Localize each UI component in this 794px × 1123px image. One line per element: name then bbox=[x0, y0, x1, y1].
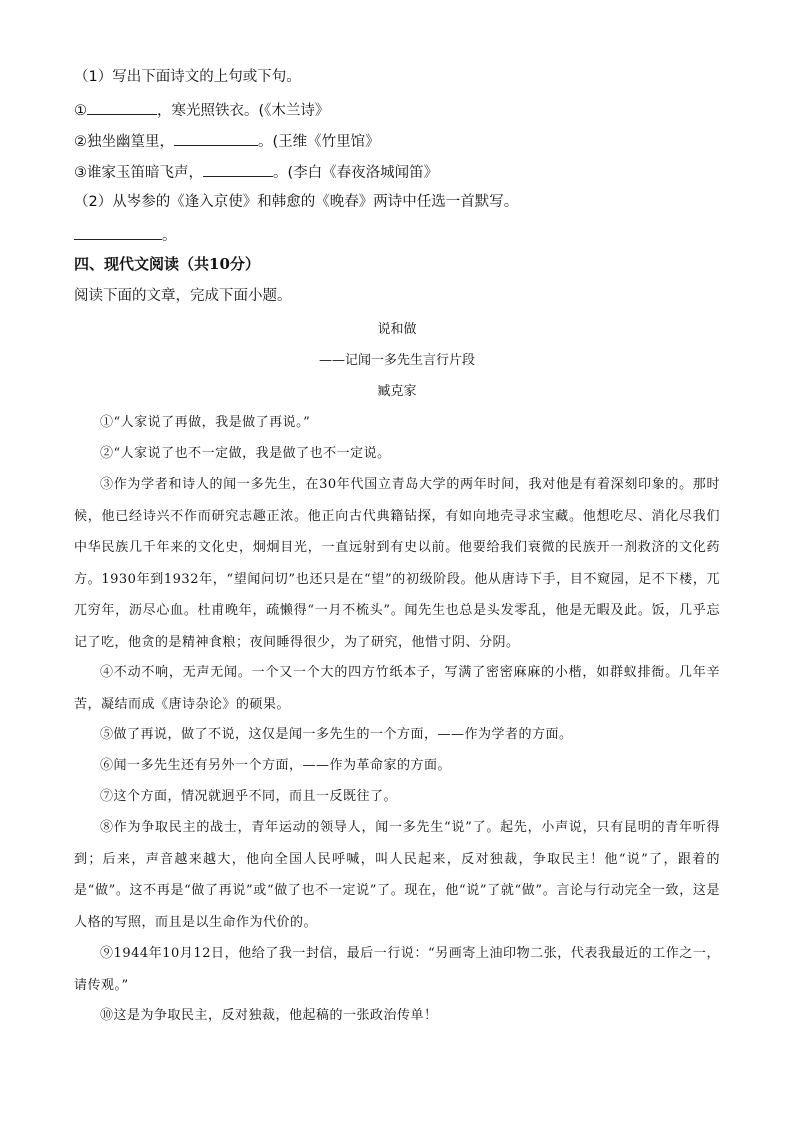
article-paragraph-4: ④不动不响，无声无闻。一个又一个大的四方竹纸本子，写满了密密麻麻的小楷，如群蚁排衙。几年辛苦，凝结而成《唐诗杂论》的硕果。 bbox=[74, 665, 720, 712]
article-paragraph-3: ③作为学者和诗人的闻一多先生，在30年代国立青岛大学的两年时间，我对他是有着深刻印象的。那时候，他已经诗兴不作而研究志趣正浓。他正向古代典籍钻探，有如向地壳寻求宝藏。他想吃尽、消化尽我们中华民族几千年来的文化史，炯炯目光，一直远射到有史以前。他要给我们衰微的民族开一剂救济的文化药方。1930年到1932年，“望闻问切”也还只是在“望”的初级阶段。他从唐诗下手，目不窥园，足不下楼，兀兀穷年，沥尽心血。杜甫晚年，疏懒得“一月不梳头”。闻先生也总是头发零乱，他是无暇及此。饭，几乎忘记了吃，他贪的是精神食粮；夜间睡得很少，为了研究，他惜寸阴、分阴。 bbox=[74, 477, 720, 650]
section-title: 四、现代文阅读（共10分） bbox=[74, 255, 260, 273]
item-1-number: ① bbox=[74, 103, 87, 119]
answer-blank-4[interactable] bbox=[74, 224, 162, 240]
fill-in-item-3 bbox=[74, 161, 438, 183]
article-paragraph-7: ⑦这个方面，情况就迥乎不同，而且一反既往了。 bbox=[100, 789, 398, 804]
article-paragraph-10: ⑩这是为争取民主，反对独裁，他起稿的一张政治传单！ bbox=[100, 1008, 438, 1023]
recitation-question: （2）从岑参的《逢入京使》和韩愈的《晚春》两诗中任选一首默写。 bbox=[74, 194, 519, 210]
answer-tail: 。 bbox=[162, 228, 177, 244]
item-3-tail: 。(李白《春夜洛城闻笛》 bbox=[273, 165, 439, 181]
fill-in-item-2 bbox=[74, 130, 380, 152]
item-1-text: ，寒光照铁衣。(《木兰诗》 bbox=[157, 103, 330, 119]
answer-blank-3[interactable] bbox=[203, 161, 273, 177]
article-paragraph-1: ①“人家说了再做，我是做了再说。” bbox=[100, 415, 311, 430]
article-title: 说和做 bbox=[377, 322, 417, 337]
answer-blank-2[interactable] bbox=[174, 130, 258, 146]
reading-instruction: 阅读下面的文章，完成下面小题。 bbox=[74, 288, 292, 304]
article-paragraph-2: ②“人家说了也不一定做，我是做了也不一定说。 bbox=[100, 446, 391, 461]
article-author: 臧克家 bbox=[377, 384, 417, 399]
item-3-text: ③谁家玉笛暗飞声， bbox=[74, 165, 203, 181]
article-paragraph-6: ⑥闻一多先生还有另外一个方面，——作为革命家的方面。 bbox=[100, 758, 452, 773]
article-paragraph-8: ⑧作为争取民主的战士，青年运动的领导人，闻一多先生“说”了。起先，小声说，只有昆明的青年听得到；后来，声音越来越大，他向全国人民呼喊，叫人民起来，反对独裁，争取民主！他“说”了，跟着的是“做”。这不再是“做了再说”或“做了也不一定说”了。现在，他“说”了就“做”。言论与行动完全一致，这是人格的写照，而且是以生命作为代价的。 bbox=[74, 820, 720, 930]
answer-blank-1[interactable] bbox=[87, 99, 157, 115]
recitation-answer-line bbox=[74, 224, 177, 246]
item-2-tail: 。(王维《竹里馆》 bbox=[258, 134, 380, 150]
article-paragraph-9: ⑨1944年10月12日，他给了我一封信，最后一行说：“另画寄上油印物二张，代表我最近的工作之一，请传观。” bbox=[74, 946, 720, 993]
item-2-text: ②独坐幽篁里， bbox=[74, 134, 174, 150]
fill-in-item-1 bbox=[74, 99, 329, 121]
article-paragraph-5: ⑤做了再说，做了不说，这仅是闻一多先生的一个方面，——作为学者的方面。 bbox=[100, 727, 573, 742]
article-subtitle: ——记闻一多先生言行片段 bbox=[318, 353, 475, 368]
fill-in-intro: （1）写出下面诗文的上句或下句。 bbox=[74, 69, 301, 85]
